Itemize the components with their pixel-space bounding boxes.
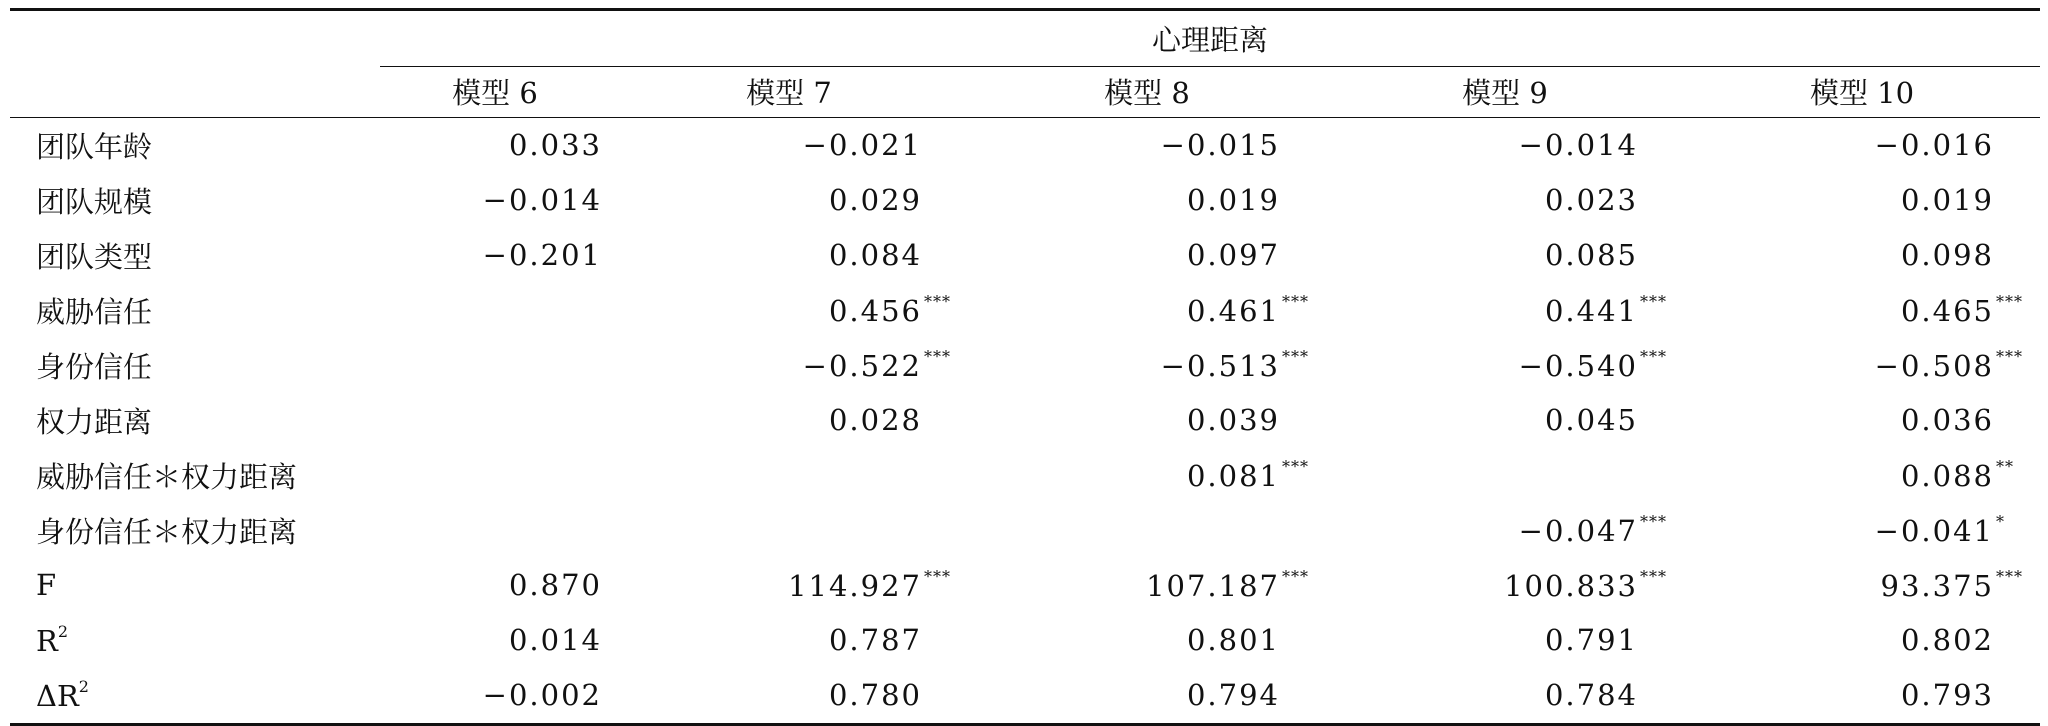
row-label-text: 威胁信任＊权力距离: [36, 459, 298, 494]
coefficient-value: 0.028: [828, 403, 922, 437]
value-cell: [1684, 393, 2040, 448]
significance-marker: ***: [1282, 457, 1309, 476]
superscript: 2: [78, 677, 89, 696]
value-cell: [1326, 558, 1684, 613]
value-cell: [610, 117, 968, 173]
coefficient-value: 0.780: [828, 678, 922, 712]
empty-header-cell: [10, 10, 380, 67]
row-label-text: F: [36, 568, 57, 602]
coefficient-value: 0.045: [1544, 403, 1638, 437]
value-cell: [610, 558, 968, 613]
model-header: 模型 7: [610, 66, 968, 117]
coefficient-value: 0.088: [1900, 459, 1994, 493]
value-cell: [610, 613, 968, 668]
regression-table: [10, 8, 2040, 726]
coefficient-value: 100.833: [1504, 569, 1638, 603]
coefficient-value: −0.021: [802, 128, 922, 162]
model-header: 模型 10: [1684, 66, 2040, 117]
table-row: [10, 173, 2040, 228]
value-cell: [1684, 283, 2040, 338]
row-label: [10, 558, 380, 613]
coefficient-value: 0.039: [1186, 403, 1280, 437]
value-cell: [1684, 613, 2040, 668]
value-cell: [1684, 503, 2040, 558]
value-cell: [380, 558, 610, 613]
coefficient-value: −0.508: [1874, 349, 1994, 383]
value-cell: [1326, 503, 1684, 558]
coefficient-value: 0.802: [1900, 623, 1994, 657]
value-cell: [1326, 117, 1684, 173]
significance-marker: ***: [1640, 292, 1667, 311]
model-header: 模型 6: [380, 66, 610, 117]
row-label-text: 权力距离: [36, 404, 153, 439]
value-cell: [968, 448, 1326, 503]
coefficient-value: −0.513: [1160, 349, 1280, 383]
table-row: [10, 448, 2040, 503]
value-cell: [380, 613, 610, 668]
table-row: [10, 283, 2040, 338]
coefficient-value: 0.036: [1900, 403, 1994, 437]
coefficient-value: 0.097: [1186, 238, 1280, 272]
coefficient-value: −0.047: [1518, 514, 1638, 548]
value-cell: [380, 448, 610, 503]
value-cell: [1684, 668, 2040, 725]
value-cell: [968, 393, 1326, 448]
value-cell: [1684, 558, 2040, 613]
coefficient-value: −0.014: [482, 183, 602, 217]
value-cell: [380, 283, 610, 338]
value-cell: [610, 393, 968, 448]
model-header: 模型 9: [1326, 66, 1684, 117]
coefficient-value: 0.441: [1544, 294, 1638, 328]
empty-header-cell: [10, 66, 380, 117]
row-label: [10, 117, 380, 173]
table-row: [10, 117, 2040, 173]
value-cell: [1326, 448, 1684, 503]
value-cell: [968, 613, 1326, 668]
value-cell: [1684, 228, 2040, 283]
significance-marker: ***: [1640, 567, 1667, 586]
coefficient-value: −0.540: [1518, 349, 1638, 383]
value-cell: [968, 338, 1326, 393]
row-label: [10, 613, 380, 668]
coefficient-value: 0.084: [828, 238, 922, 272]
row-label-text: R: [36, 624, 58, 658]
significance-marker: ***: [1996, 347, 2023, 366]
row-label: [10, 338, 380, 393]
coefficient-value: 0.456: [828, 294, 922, 328]
coefficient-value: −0.201: [482, 238, 602, 272]
value-cell: [1326, 338, 1684, 393]
table-row: [10, 558, 2040, 613]
value-cell: [380, 228, 610, 283]
significance-marker: ***: [1640, 347, 1667, 366]
coefficient-value: −0.522: [802, 349, 922, 383]
coefficient-value: 0.794: [1186, 678, 1280, 712]
coefficient-value: 93.375: [1880, 569, 1994, 603]
coefficient-value: 0.461: [1186, 294, 1280, 328]
value-cell: [610, 668, 968, 725]
row-label: [10, 668, 380, 725]
table-row: [10, 668, 2040, 725]
table-row: [10, 228, 2040, 283]
value-cell: [1684, 117, 2040, 173]
model-header: 模型 8: [968, 66, 1326, 117]
coefficient-value: 0.784: [1544, 678, 1638, 712]
coefficient-value: 0.023: [1544, 183, 1638, 217]
coefficient-value: 0.029: [828, 183, 922, 217]
row-label: [10, 393, 380, 448]
significance-marker: ***: [1996, 567, 2023, 586]
row-label: [10, 503, 380, 558]
value-cell: [380, 668, 610, 725]
significance-marker: ***: [924, 567, 951, 586]
significance-marker: ***: [1282, 567, 1309, 586]
coefficient-value: 0.019: [1900, 183, 1994, 217]
coefficient-value: 0.033: [508, 128, 602, 162]
value-cell: [1684, 173, 2040, 228]
value-cell: [1684, 338, 2040, 393]
table-row: [10, 503, 2040, 558]
value-cell: [1326, 283, 1684, 338]
row-label-text: 威胁信任: [36, 294, 153, 329]
value-cell: [610, 503, 968, 558]
significance-marker: ***: [1640, 512, 1667, 531]
coefficient-value: 0.081: [1186, 459, 1280, 493]
value-cell: [968, 117, 1326, 173]
significance-marker: ***: [1282, 292, 1309, 311]
value-cell: [968, 503, 1326, 558]
value-cell: [380, 338, 610, 393]
value-cell: [968, 173, 1326, 228]
row-label-text: 团队类型: [36, 239, 153, 274]
value-cell: [1684, 448, 2040, 503]
value-cell: [968, 668, 1326, 725]
value-cell: [1326, 393, 1684, 448]
coefficient-value: 0.465: [1900, 294, 1994, 328]
value-cell: [380, 503, 610, 558]
value-cell: [380, 173, 610, 228]
coefficient-value: 0.085: [1544, 238, 1638, 272]
value-cell: [610, 338, 968, 393]
coefficient-value: −0.016: [1874, 128, 1994, 162]
value-cell: [380, 393, 610, 448]
significance-marker: ***: [924, 347, 951, 366]
model-header-row: [10, 66, 2040, 117]
value-cell: [1326, 668, 1684, 725]
group-header: 心理距离: [380, 10, 2040, 67]
significance-marker: **: [1996, 457, 2014, 476]
value-cell: [610, 173, 968, 228]
row-label: [10, 448, 380, 503]
coefficient-value: 0.014: [508, 623, 602, 657]
significance-marker: *: [1996, 512, 2005, 531]
group-header-row: [10, 10, 2040, 67]
significance-marker: ***: [1282, 347, 1309, 366]
value-cell: [968, 558, 1326, 613]
row-label-text: 团队规模: [36, 184, 153, 219]
coefficient-value: −0.014: [1518, 128, 1638, 162]
value-cell: [1326, 613, 1684, 668]
row-label-text: 团队年龄: [36, 129, 153, 164]
coefficient-value: 107.187: [1146, 569, 1280, 603]
significance-marker: ***: [924, 292, 951, 311]
coefficient-value: −0.041: [1874, 514, 1994, 548]
value-cell: [610, 228, 968, 283]
superscript: 2: [57, 622, 69, 641]
coefficient-value: 0.019: [1186, 183, 1280, 217]
value-cell: [968, 228, 1326, 283]
value-cell: [1326, 173, 1684, 228]
value-cell: [968, 283, 1326, 338]
coefficient-value: −0.002: [482, 678, 602, 712]
coefficient-value: 0.098: [1900, 238, 1994, 272]
value-cell: [610, 448, 968, 503]
value-cell: [1326, 228, 1684, 283]
regression-table-container: [10, 8, 2040, 726]
coefficient-value: 0.791: [1544, 623, 1638, 657]
row-label-text: ΔR: [36, 679, 79, 713]
row-label: [10, 173, 380, 228]
coefficient-value: 114.927: [788, 569, 922, 603]
row-label-text: 身份信任: [36, 349, 153, 384]
table-row: [10, 338, 2040, 393]
coefficient-value: 0.801: [1186, 623, 1280, 657]
value-cell: [380, 117, 610, 173]
row-label: [10, 228, 380, 283]
coefficient-value: 0.793: [1900, 678, 1994, 712]
row-label-text: 身份信任＊权力距离: [36, 514, 298, 549]
table-row: [10, 393, 2040, 448]
significance-marker: ***: [1996, 292, 2023, 311]
coefficient-value: −0.015: [1160, 128, 1280, 162]
coefficient-value: 0.870: [508, 568, 602, 602]
value-cell: [610, 283, 968, 338]
table-row: [10, 613, 2040, 668]
row-label: [10, 283, 380, 338]
coefficient-value: 0.787: [828, 623, 922, 657]
